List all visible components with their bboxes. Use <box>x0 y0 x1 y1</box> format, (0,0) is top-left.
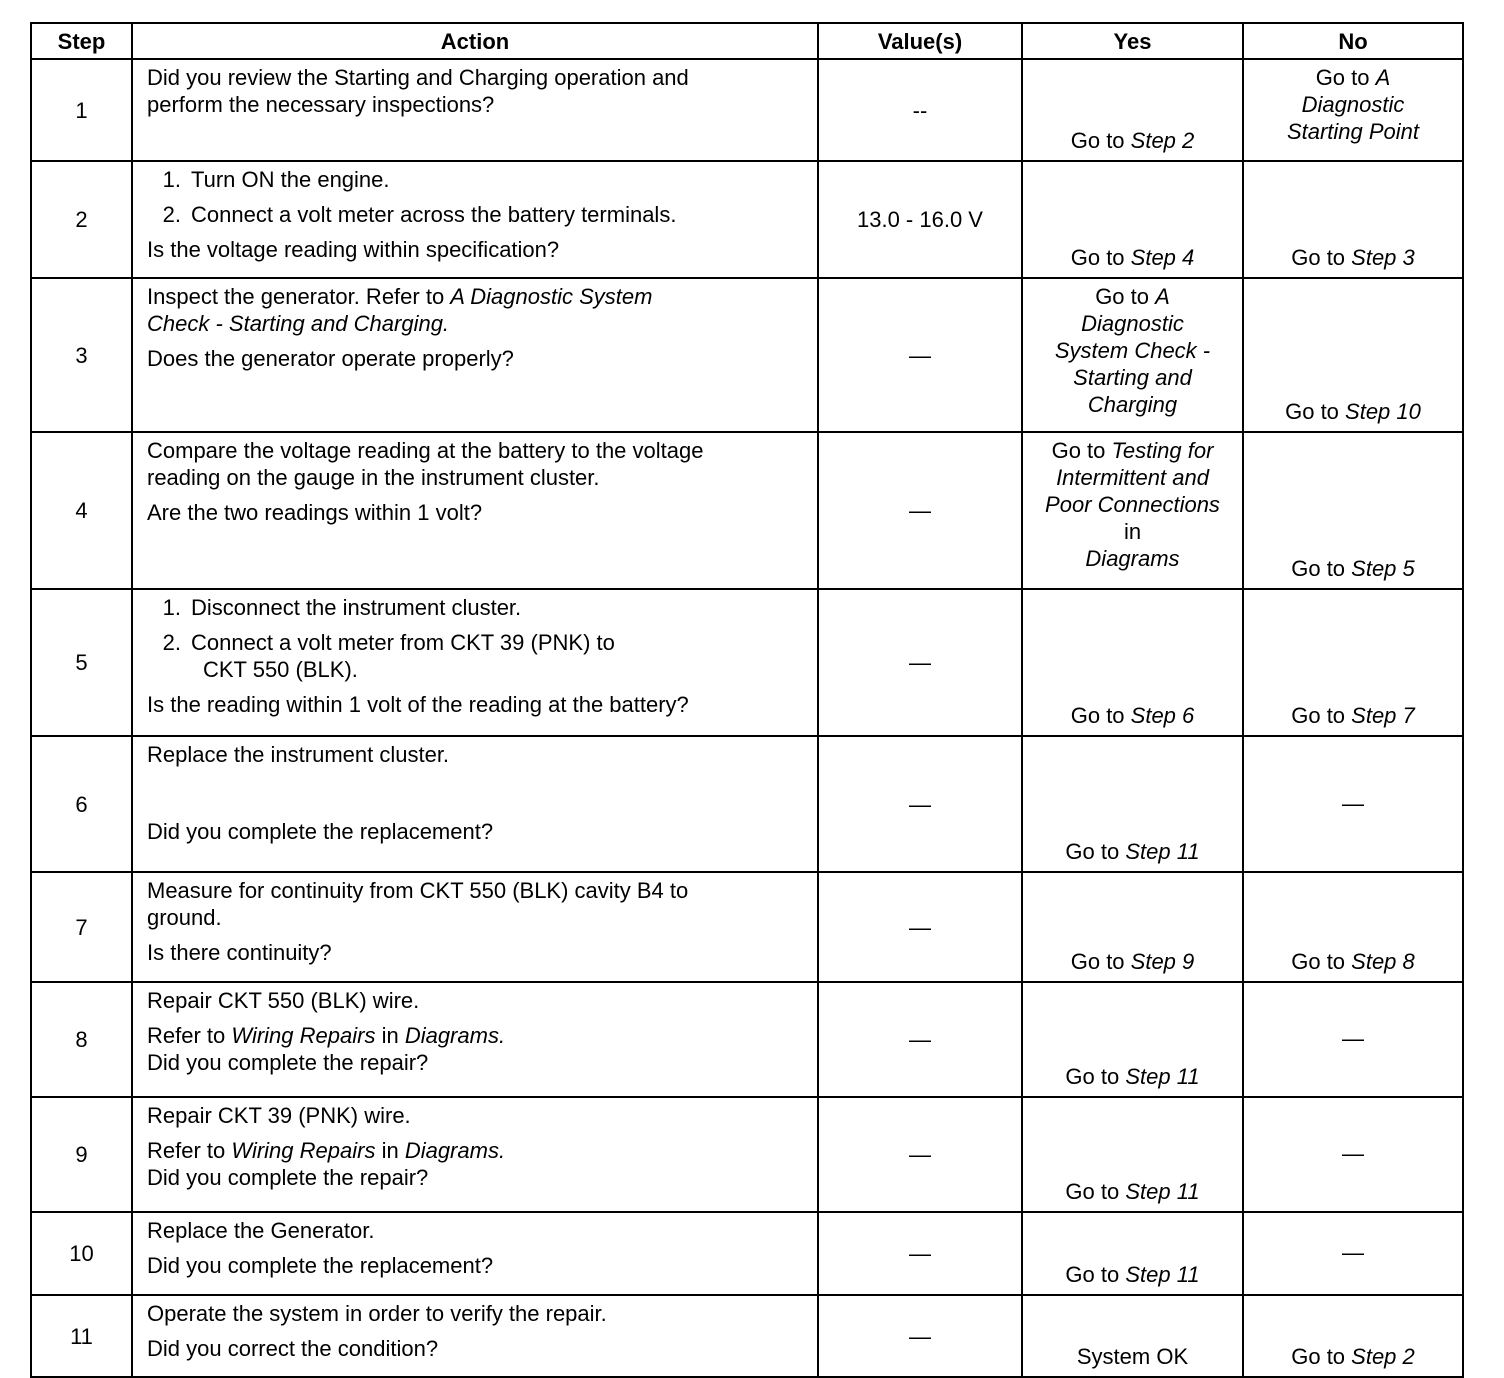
no-cell[interactable] <box>1243 59 1463 161</box>
step-number: 4 <box>31 432 132 589</box>
no-link[interactable]: Step 7 <box>1351 703 1415 728</box>
action-text: Refer to <box>147 1023 232 1048</box>
yes-cell[interactable] <box>1022 161 1243 278</box>
no-link[interactable]: Step 2 <box>1351 1344 1415 1369</box>
yes-prefix: Go to <box>1051 438 1112 463</box>
yes-prefix: Go to <box>1070 128 1131 153</box>
action-text: Replace the instrument cluster. <box>147 742 450 767</box>
list-number: 2. <box>162 202 181 227</box>
action-text: in <box>375 1023 405 1048</box>
header-row <box>31 23 1463 59</box>
action-reference: Wiring Repairs <box>231 1023 376 1048</box>
action-question: Did you complete the repair? <box>147 1050 429 1075</box>
no-cell: — <box>1243 1212 1463 1295</box>
yes-link[interactable]: Step 4 <box>1130 245 1195 270</box>
action-text: Repair CKT 39 (PNK) wire. <box>147 1103 411 1128</box>
yes-link[interactable]: Testing for <box>1111 438 1214 463</box>
table-row-step-11 <box>31 1295 1463 1377</box>
action-text: Measure for continuity from CKT 550 (BLK) cavity B4 to <box>147 878 689 903</box>
action-text: reading on the gauge in the instrument cluster. <box>147 465 600 490</box>
no-prefix: Go to <box>1291 949 1352 974</box>
no-link[interactable]: A <box>1375 65 1391 90</box>
no-cell[interactable] <box>1243 589 1463 736</box>
action-text: ground. <box>147 905 222 930</box>
value-cell: — <box>818 982 1022 1097</box>
step-number: 10 <box>31 1212 132 1295</box>
yes-link[interactable]: Intermittent and <box>1056 465 1209 490</box>
action-text: Repair CKT 550 (BLK) wire. <box>147 988 420 1013</box>
table-row-step-3 <box>31 278 1463 432</box>
yes-prefix: Go to <box>1065 839 1126 864</box>
list-number: 1. <box>162 167 181 192</box>
no-prefix: Go to <box>1285 399 1346 424</box>
action-text: perform the necessary inspections? <box>147 92 495 117</box>
yes-link[interactable]: Step 11 <box>1125 839 1200 864</box>
action-cell <box>132 736 818 872</box>
action-cell <box>132 872 818 982</box>
no-cell[interactable] <box>1243 161 1463 278</box>
list-number: 1. <box>162 595 181 620</box>
yes-link[interactable]: Diagnostic <box>1081 311 1184 336</box>
yes-link[interactable]: Starting and <box>1073 365 1192 390</box>
action-text: Operate the system in order to verify the repair. <box>147 1301 607 1326</box>
yes-cell[interactable] <box>1022 982 1243 1097</box>
yes-cell[interactable] <box>1022 278 1243 432</box>
action-cell <box>132 59 818 161</box>
step-number: 6 <box>31 736 132 872</box>
yes-link[interactable]: Step 9 <box>1130 949 1195 974</box>
yes-cell[interactable] <box>1022 59 1243 161</box>
yes-cell[interactable] <box>1022 589 1243 736</box>
yes-link[interactable]: Diagrams <box>1085 546 1180 571</box>
action-cell <box>132 278 818 432</box>
yes-link[interactable]: Step 11 <box>1125 1262 1200 1287</box>
action-text: in <box>375 1138 405 1163</box>
no-cell[interactable] <box>1243 278 1463 432</box>
action-question: Is the voltage reading within specification? <box>147 237 560 262</box>
step-number: 5 <box>31 589 132 736</box>
value-cell: -- <box>818 59 1022 161</box>
action-text: Disconnect the instrument cluster. <box>191 595 522 620</box>
no-prefix: Go to <box>1291 556 1352 581</box>
value-cell: — <box>818 278 1022 432</box>
no-link[interactable]: Diagnostic <box>1301 92 1405 117</box>
step-number: 7 <box>31 872 132 982</box>
action-question: Did you correct the condition? <box>147 1336 439 1361</box>
action-cell <box>132 161 818 278</box>
yes-link[interactable]: System Check - <box>1054 338 1211 363</box>
yes-prefix: Go to <box>1070 245 1131 270</box>
yes-prefix: Go to <box>1065 1179 1126 1204</box>
yes-link[interactable]: Charging <box>1087 392 1178 417</box>
no-link[interactable]: Step 3 <box>1351 245 1415 270</box>
table-row-step-9 <box>31 1097 1463 1212</box>
action-reference: A Diagnostic System <box>450 284 653 309</box>
yes-cell[interactable] <box>1022 1212 1243 1295</box>
action-text: Connect a volt meter from CKT 39 (PNK) to <box>191 630 615 655</box>
yes-link[interactable]: Step 11 <box>1125 1064 1200 1089</box>
yes-prefix: Go to <box>1065 1064 1126 1089</box>
table-row-step-7 <box>31 872 1463 982</box>
no-link[interactable]: Step 5 <box>1351 556 1415 581</box>
action-text: Refer to <box>147 1138 232 1163</box>
action-text: Compare the voltage reading at the battery to the voltage <box>147 438 704 463</box>
action-question: Is the reading within 1 volt of the reading at the battery? <box>147 692 689 717</box>
header-yes: Yes <box>1022 23 1243 59</box>
action-cell <box>132 432 818 589</box>
step-number: 11 <box>31 1295 132 1377</box>
yes-prefix: Go to <box>1065 1262 1126 1287</box>
yes-link[interactable]: Step 11 <box>1125 1179 1200 1204</box>
value-cell: — <box>818 872 1022 982</box>
action-cell <box>132 589 818 736</box>
action-cell <box>132 1212 818 1295</box>
action-reference: Diagrams. <box>404 1023 506 1048</box>
header-step: Step <box>31 23 132 59</box>
action-question: Does the generator operate properly? <box>147 346 514 371</box>
table-row-step-10 <box>31 1212 1463 1295</box>
table-row-step-6 <box>31 736 1463 872</box>
no-link[interactable]: Starting Point <box>1286 119 1420 144</box>
header-values: Value(s) <box>818 23 1022 59</box>
value-cell: 13.0 - 16.0 V <box>818 161 1022 278</box>
no-prefix: Go to <box>1291 245 1352 270</box>
yes-cell[interactable] <box>1022 1097 1243 1212</box>
value-cell: — <box>818 1212 1022 1295</box>
action-reference: Wiring Repairs <box>231 1138 376 1163</box>
yes-link[interactable]: A <box>1155 284 1170 309</box>
step-number: 9 <box>31 1097 132 1212</box>
action-text: Connect a volt meter across the battery terminals. <box>191 202 677 227</box>
no-prefix: Go to <box>1291 703 1352 728</box>
value-cell: — <box>818 1295 1022 1377</box>
action-text: Turn ON the engine. <box>191 167 390 192</box>
step-number: 1 <box>31 59 132 161</box>
action-text: CKT 550 (BLK). <box>203 657 358 682</box>
yes-prefix: Go to <box>1070 949 1131 974</box>
no-cell: — <box>1243 982 1463 1097</box>
step-number: 8 <box>31 982 132 1097</box>
action-question: Are the two readings within 1 volt? <box>147 500 483 525</box>
action-cell <box>132 1097 818 1212</box>
action-cell <box>132 982 818 1097</box>
yes-text: in <box>1123 519 1142 544</box>
no-prefix: Go to <box>1291 1344 1352 1369</box>
no-cell: — <box>1243 736 1463 872</box>
no-prefix: Go to <box>1315 65 1376 90</box>
list-number: 2. <box>162 630 181 655</box>
table-row-step-5 <box>31 589 1463 736</box>
value-cell: — <box>818 736 1022 872</box>
yes-prefix: Go to <box>1070 703 1131 728</box>
action-text: Replace the Generator. <box>147 1218 375 1243</box>
action-question: Did you complete the replacement? <box>147 819 494 844</box>
action-reference: Check - Starting and Charging. <box>147 311 450 336</box>
action-reference: Diagrams. <box>404 1138 506 1163</box>
step-number: 3 <box>31 278 132 432</box>
table-row-step-8 <box>31 982 1463 1097</box>
no-link[interactable]: Step 8 <box>1351 949 1415 974</box>
action-text: Did you review the Starting and Charging operation and <box>147 65 689 90</box>
action-question: Did you complete the replacement? <box>147 1253 494 1278</box>
action-question: Did you complete the repair? <box>147 1165 429 1190</box>
value-cell: — <box>818 1097 1022 1212</box>
yes-prefix: Go to <box>1095 284 1156 309</box>
yes-link[interactable]: Step 6 <box>1130 703 1195 728</box>
diagnostic-table <box>30 22 1464 1378</box>
no-cell[interactable] <box>1243 432 1463 589</box>
no-cell[interactable] <box>1243 872 1463 982</box>
action-text: Inspect the generator. Refer to <box>147 284 451 309</box>
yes-link[interactable]: Poor Connections <box>1045 492 1220 517</box>
table-row-step-4 <box>31 432 1463 589</box>
no-cell: — <box>1243 1097 1463 1212</box>
value-cell: — <box>818 432 1022 589</box>
table-row-step-2 <box>31 161 1463 278</box>
no-link[interactable]: Step 10 <box>1345 399 1421 424</box>
action-question: Is there continuity? <box>147 940 332 965</box>
action-cell <box>132 1295 818 1377</box>
yes-link[interactable]: Step 2 <box>1130 128 1195 153</box>
table-row-step-1 <box>31 59 1463 161</box>
header-no: No <box>1243 23 1463 59</box>
step-number: 2 <box>31 161 132 278</box>
no-cell[interactable] <box>1243 1295 1463 1377</box>
yes-cell: System OK <box>1022 1295 1243 1377</box>
yes-cell[interactable] <box>1022 872 1243 982</box>
value-cell: — <box>818 589 1022 736</box>
header-action: Action <box>132 23 818 59</box>
yes-cell[interactable] <box>1022 736 1243 872</box>
yes-cell[interactable] <box>1022 432 1243 589</box>
